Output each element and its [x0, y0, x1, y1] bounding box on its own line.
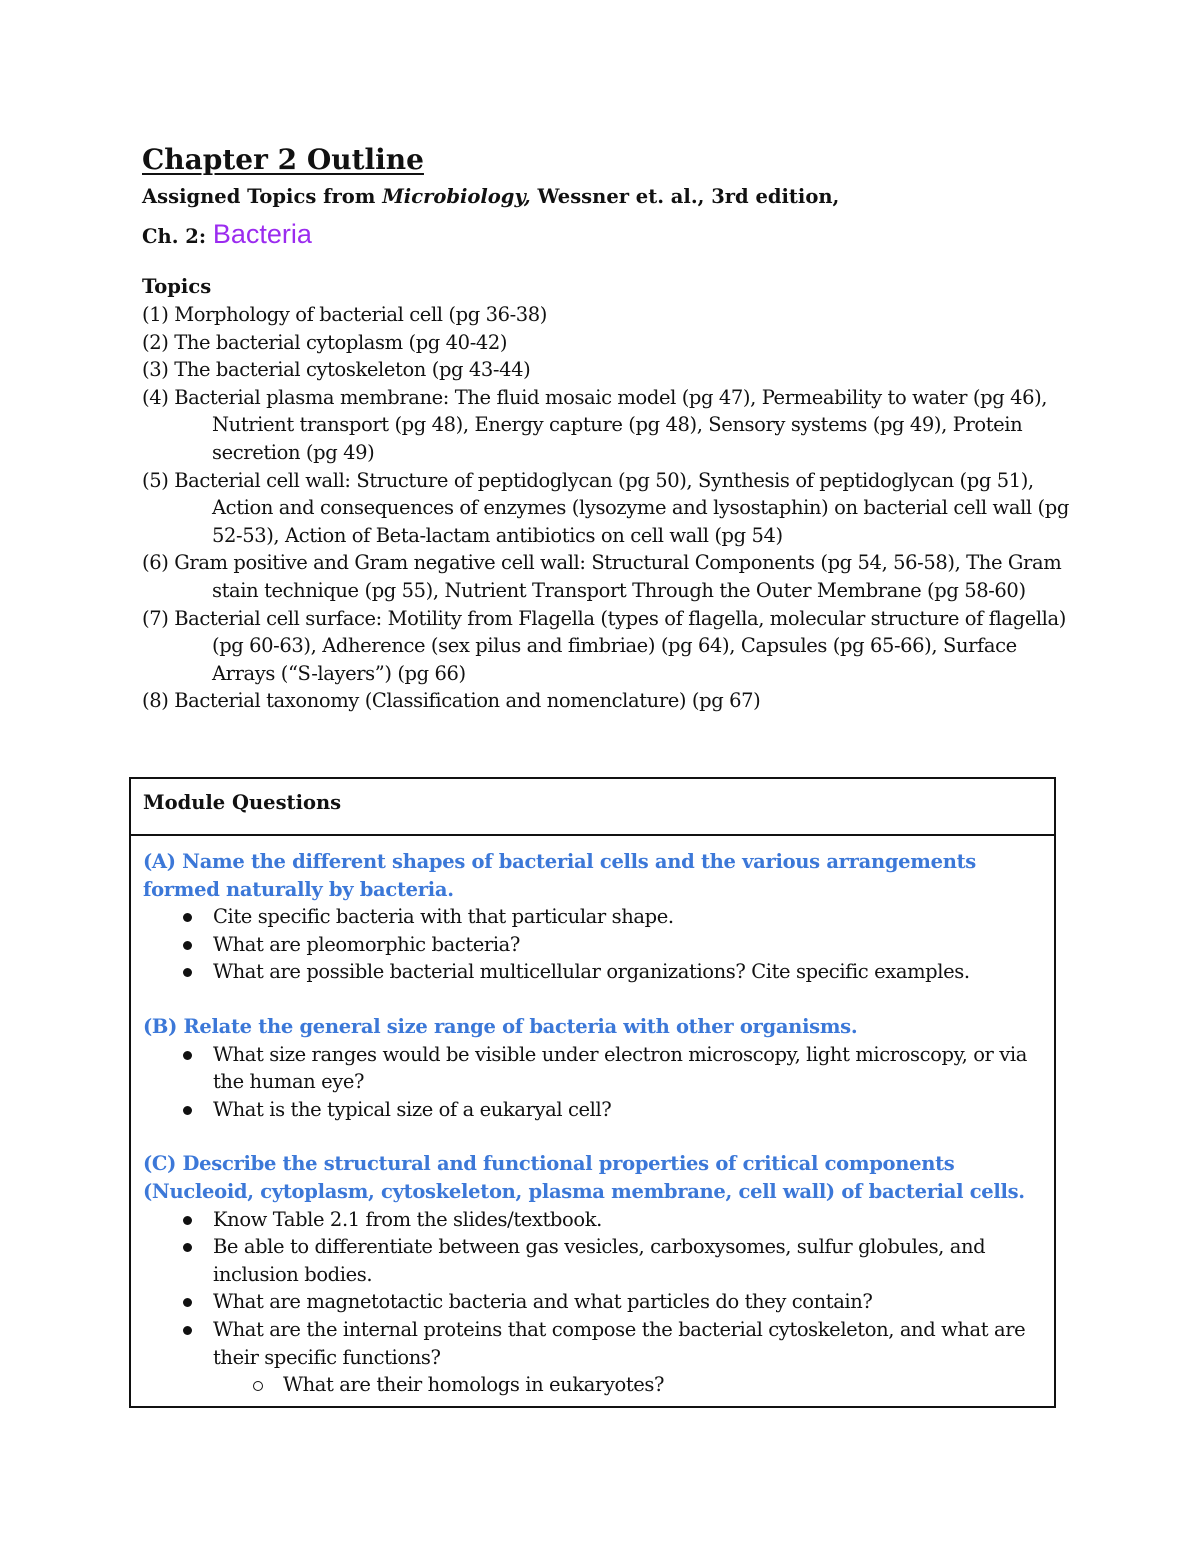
bullet-dot-icon — [183, 1326, 192, 1335]
bullet-text: What are magnetotactic bacteria and what particles do they contain? — [213, 1290, 873, 1314]
topic-item: (6) Gram positive and Gram negative cell wall: Structural Components (pg 54, 56-58), The Gram stain technique (pg 55), Nutrient Transport Through the Outer Membrane (pg 58-60) — [142, 551, 1062, 602]
bullet-text: What are the internal proteins that compose the bacterial cytoskeleton, and what are their specific functions? — [213, 1317, 1026, 1369]
chapter-label: Ch. 2: — [142, 225, 213, 248]
sub-bullet-item — [143, 1371, 1040, 1399]
hollow-bullet-icon — [253, 1381, 263, 1391]
bullet-item — [143, 1041, 1040, 1096]
bullet-item — [143, 1096, 1040, 1124]
bullet-dot-icon — [183, 1216, 192, 1225]
chapter-line — [142, 216, 1072, 255]
bullet-item — [143, 1206, 1040, 1234]
bullet-text: Be able to differentiate between gas vesicles, carboxysomes, sulfur globules, and inclusion bodies. — [213, 1235, 986, 1286]
question-bullets — [143, 903, 1040, 986]
bullet-dot-icon — [183, 913, 192, 922]
bullet-dot-icon — [183, 1106, 192, 1115]
bullet-dot-icon — [183, 1298, 192, 1307]
module-questions-table — [129, 777, 1056, 1408]
bullet-text: What size ranges would be visible under electron microscopy, light microscopy, or via the human eye? — [213, 1042, 1027, 1094]
question-bullets — [143, 1041, 1040, 1124]
module-questions-heading: Module Questions — [131, 779, 1054, 836]
assigned-suffix: Wessner et. al., 3rd edition, — [530, 185, 840, 208]
bullet-item — [143, 958, 1040, 986]
bullet-item — [143, 1316, 1040, 1371]
bullet-item — [143, 1288, 1040, 1316]
topic-item: (4) Bacterial plasma membrane: The fluid mosaic model (pg 47), Permeability to water (pg 46), Nutrient transport (pg 48), Energy capture (pg 48), Sensory systems (pg 49), Protein secretion (pg 49) — [142, 385, 1048, 464]
question-heading: (C) Describe the structural and functional properties of critical components (Nucleoid, cytoplasm, cytoskeleton, plasma membrane, cell wall) of bacterial cells. — [143, 1152, 1025, 1203]
assigned-prefix: Assigned Topics from — [142, 185, 383, 208]
topics-list — [142, 301, 1072, 715]
book-title: Microbiology, — [382, 185, 531, 208]
bullet-text: What are possible bacterial multicellular organizations? Cite specific examples. — [213, 960, 970, 984]
bullet-item — [143, 931, 1040, 959]
question-heading: (B) Relate the general size range of bacteria with other organisms. — [143, 1014, 858, 1038]
chapter-name: Bacteria — [212, 219, 312, 249]
topic-item: (1) Morphology of bacterial cell (pg 36-38) — [142, 303, 548, 326]
bullet-dot-icon — [183, 1243, 192, 1252]
topics-heading: Topics — [142, 275, 212, 298]
question-block-c — [143, 1150, 1040, 1398]
bullet-text: Cite specific bacteria with that particular shape. — [213, 905, 674, 929]
document-page — [142, 142, 1072, 715]
bullet-text: What is the typical size of a eukaryal cell? — [213, 1097, 612, 1121]
assigned-topics-line — [142, 182, 1072, 212]
question-bullets — [143, 1206, 1040, 1399]
question-heading: (A) Name the different shapes of bacterial cells and the various arrangements formed naturally by bacteria. — [143, 850, 976, 901]
topic-item: (2) The bacterial cytoplasm (pg 40-42) — [142, 330, 508, 354]
topic-item: (5) Bacterial cell wall: Structure of peptidoglycan (pg 50), Synthesis of peptidoglycan (pg 51), Action and consequences of enzymes (lysozyme and lysostaphin) on bacterial cell wall (pg 52-53), Action of Beta-lactam antibiotics on cell wall (pg 54) — [142, 468, 1069, 547]
question-block-a — [143, 848, 1040, 986]
topic-item: (8) Bacterial taxonomy (Classification and nomenclature) (pg 67) — [142, 689, 761, 713]
topic-item: (3) The bacterial cytoskeleton (pg 43-44) — [142, 358, 531, 382]
bullet-text: What are pleomorphic bacteria? — [213, 932, 520, 956]
module-questions-body — [131, 836, 1054, 1399]
bullet-dot-icon — [183, 1051, 192, 1060]
chapter-title: Chapter 2 Outline — [142, 143, 424, 176]
bullet-item — [143, 1233, 1040, 1288]
bullet-dot-icon — [183, 968, 192, 977]
bullet-text: Know Table 2.1 from the slides/textbook. — [213, 1207, 602, 1231]
bullet-dot-icon — [183, 941, 192, 950]
bullet-text: What are their homologs in eukaryotes? — [283, 1373, 665, 1397]
question-block-b — [143, 1013, 1040, 1123]
bullet-item — [143, 903, 1040, 931]
topic-item: (7) Bacterial cell surface: Motility from Flagella (types of flagella, molecular structure of flagella) (pg 60-63), Adherence (sex pilus and fimbriae) (pg 64), Capsules (pg 65-66), Surface Arrays (“S-layers”) (pg 66) — [142, 606, 1066, 685]
